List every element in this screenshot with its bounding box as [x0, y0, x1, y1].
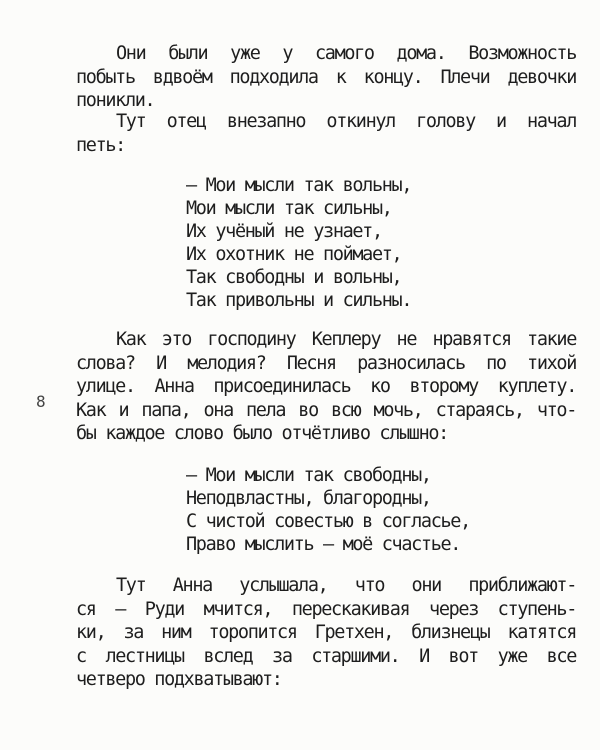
paragraph-4-line-3: ки, за ним торопится Гретхен, близнецы катятся	[76, 622, 576, 643]
verse-1-line-1: — Мои мысли так вольны,	[186, 175, 412, 196]
paragraph-2	[76, 110, 576, 157]
paragraph-1	[76, 42, 576, 113]
paragraph-2-line-2: петь:	[76, 134, 125, 156]
paragraph-3-line-2: слова? И мелодия? Песня разносилась по тихой	[76, 352, 576, 374]
verse-1-line-3: Их учёный не узнает,	[186, 221, 382, 242]
verse-1-line-2: Мои мысли так сильны,	[186, 198, 392, 219]
verse-1	[186, 174, 411, 312]
paragraph-3-line-4: Как и папа, она пела во всю мочь, стараясь, что-	[76, 399, 576, 421]
verse-1-line-5: Так свободны и вольны,	[186, 267, 402, 288]
paragraph-3-line-3: улице. Анна присоединилась ко второму куплету.	[76, 376, 576, 397]
paragraph-3-line-1: Как это господину Кеплеру не нравятся такие	[116, 329, 576, 350]
paragraph-4-line-5: четверо подхватывают:	[76, 669, 282, 690]
paragraph-4-line-2: ся — Руди мчится, перескакивая через ступень-	[76, 598, 576, 620]
verse-1-line-6: Так привольны и сильны.	[186, 290, 412, 311]
paragraph-1-line-3: поникли.	[76, 90, 155, 111]
verse-2-line-4: Право мыслить — моё счастье.	[186, 534, 461, 555]
verse-2-line-1: — Мои мысли так свободны,	[186, 465, 431, 486]
paragraph-1-line-1: Они были уже у самого дома. Возможность	[116, 43, 576, 64]
verse-2-line-3: С чистой совестью в согласье,	[186, 511, 470, 532]
verse-1-line-4: Их охотник не поймает,	[186, 244, 402, 265]
verse-2-line-2: Неподвластны, благородны,	[186, 488, 431, 509]
paragraph-4-line-4: с лестницы вслед за старшими. И вот уже все	[76, 645, 576, 667]
paragraph-4	[76, 574, 576, 692]
page-number: 8	[36, 392, 46, 411]
paragraph-3	[76, 328, 576, 446]
paragraph-2-line-1: Тут отец внезапно откинул голову и начал	[116, 111, 576, 132]
paragraph-1-line-2: побыть вдвоём подходила к концу. Плечи девочки	[76, 66, 576, 88]
verse-2	[186, 464, 470, 556]
paragraph-3-line-5: бы каждое слово было отчётливо слышно:	[76, 423, 448, 444]
paragraph-4-line-1: Тут Анна услышала, что они приближают-	[116, 575, 576, 596]
